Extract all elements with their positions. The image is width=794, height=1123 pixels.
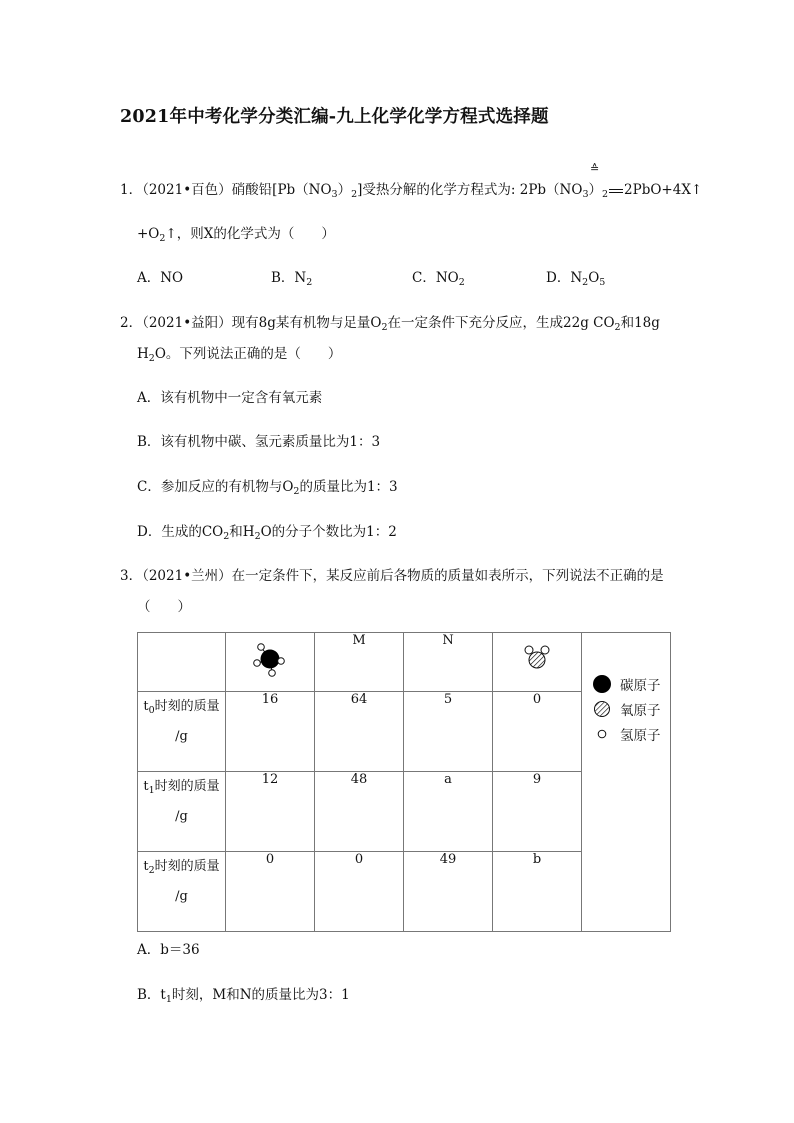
- row-label: $t_0$时刻的质量 /g: [138, 692, 226, 772]
- table-cell: 48: [315, 772, 404, 852]
- table-cell: 49: [404, 852, 493, 932]
- q1-heat-symbol: ≙: [590, 162, 600, 175]
- table-corner-cell: [138, 633, 226, 692]
- hydrogen-atom-icon: [592, 724, 612, 744]
- legend-carbon: 碳原子: [582, 671, 670, 696]
- q2-option-d[interactable]: D．生成的$CO_2$和$H_2O$的分子个数比为1：2: [137, 524, 397, 542]
- table-cell: 0: [493, 692, 582, 772]
- table-cell: 64: [315, 692, 404, 772]
- q1-number: 1．: [120, 182, 143, 198]
- h2o-molecule-icon: [493, 633, 582, 692]
- q2-number: 2．: [120, 315, 143, 331]
- carbon-atom-icon: [592, 674, 612, 694]
- table-cell: 0: [226, 852, 315, 932]
- table-cell: b: [493, 852, 582, 932]
- q3-option-a[interactable]: A．b＝36: [137, 942, 200, 958]
- q1-option-b[interactable]: B．$N_2$: [271, 270, 313, 288]
- q3-line1: 3．（2021•兰州）在一定条件下，某反应前后各物质的质量如表所示，下列说法不正确的是: [120, 568, 664, 584]
- q1-option-c[interactable]: C．$NO_2$: [412, 270, 465, 288]
- q2-source: （2021•益阳）: [142, 315, 232, 331]
- q2-line2: $H_2O$。下列说法正确的是（ ）: [137, 346, 342, 364]
- q1-source: （2021•百色）: [142, 182, 232, 198]
- table-cell: 9: [493, 772, 582, 852]
- q2-option-b[interactable]: B．该有机物中碳、氢元素质量比为1：3: [137, 434, 381, 450]
- q2-option-c[interactable]: C．参加反应的有机物与$O_2$的质量比为1：3: [137, 479, 398, 497]
- q3-source: （2021•兰州）: [142, 568, 232, 584]
- atom-legend: [582, 633, 671, 932]
- table-header-n: N: [404, 633, 493, 692]
- table-cell: 5: [404, 692, 493, 772]
- q2-option-a[interactable]: A．该有机物中一定含有氧元素: [137, 390, 323, 406]
- legend-oxygen: 氧原子: [582, 696, 670, 721]
- row-label: $t_2$时刻的质量 /g: [138, 852, 226, 932]
- q3-mass-table: [137, 632, 671, 932]
- legend-hydrogen: 氢原子: [582, 721, 670, 746]
- document-title: 2021年中考化学分类汇编-九上化学化学方程式选择题: [120, 107, 549, 127]
- q3-paren: （ ）: [137, 599, 191, 615]
- row-label: $t_1$时刻的质量 /g: [138, 772, 226, 852]
- oxygen-atom-icon: [592, 699, 612, 719]
- table-cell: a: [404, 772, 493, 852]
- q3-option-b[interactable]: B．$t_1$时刻，M和N的质量比为3：1: [137, 987, 350, 1005]
- q1-line1: 1．（2021•百色）硝酸铅$[Pb(NO_3)_2]$受热分解的化学方程式为: $2Pb(NO_3)_2$ 2PbO+4X↑: [120, 182, 703, 200]
- table-cell: 16: [226, 692, 315, 772]
- q3-number: 3．: [120, 568, 143, 584]
- q1-line2: $+O_2↑$，则X的化学式为（ ）: [137, 226, 335, 244]
- table-header-m: M: [315, 633, 404, 692]
- table-cell: 0: [315, 852, 404, 932]
- q1-option-a[interactable]: A．NO: [137, 270, 184, 286]
- ch4-molecule-icon: [226, 633, 315, 692]
- q2-line1: 2．（2021•益阳）现有8g某有机物与足量$O_2$在一定条件下充分反应，生成22g $CO_2$和18g: [120, 315, 660, 333]
- q1-equation-arrow: [609, 189, 623, 193]
- table-cell: 12: [226, 772, 315, 852]
- q1-option-d[interactable]: D．$N_2O_5$: [546, 270, 606, 288]
